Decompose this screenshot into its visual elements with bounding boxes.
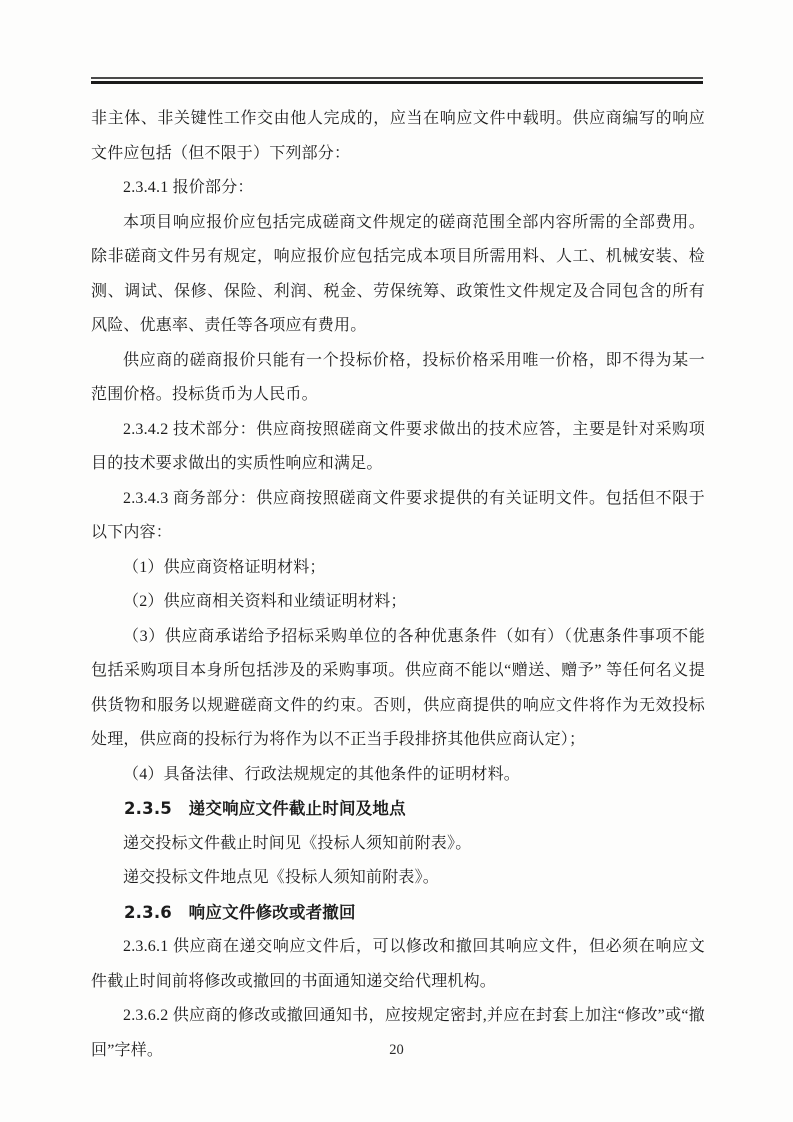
paragraph: 非主体、非关键性工作交由他人完成的，应当在响应文件中载明。供应商编写的响应文件应包括（但不限于）下列部分：: [91, 110, 705, 162]
paragraph: 递交投标文件地点见《投标人须知前附表》。: [123, 869, 440, 886]
section-heading: 2.3.5 递交响应文件截止时间及地点: [124, 799, 406, 818]
paragraph: 供应商的磋商报价只能有一个投标价格，投标价格采用唯一价格，即不得为某一范围价格。投标货币为人民币。: [91, 351, 705, 403]
paragraph: 本项目响应报价应包括完成磋商文件规定的磋商范围全部内容所需的全部费用。除非磋商文件另有规定，响应报价应包括完成本项目所需用料、人工、机械安装、检测、调试、保修、保险、利润、税金、劳保统筹、政策性文件规定及合同包含的所有风险、优惠率、责任等各项应有费用。: [91, 213, 705, 334]
section-heading: 2.3.6 响应文件修改或者撤回: [124, 902, 356, 922]
paragraph: 递交投标文件截止时间见《投标人须知前附表》。: [123, 834, 472, 852]
paragraph: （4）具备法律、行政法规规定的其他条件的证明材料。: [123, 765, 521, 783]
paragraph: 2.3.4.1 报价部分：: [123, 179, 254, 196]
document-body: [91, 102, 705, 1068]
paragraph: 2.3.6.2 供应商的修改或撤回通知书，应按规定密封,并应在封套上加注“修改”或“撤回”字样。: [91, 1007, 705, 1059]
paragraph: 2.3.4.3 商务部分：供应商按照磋商文件要求提供的有关证明文件。包括但不限于以下内容：: [91, 489, 705, 541]
paragraph: 2.3.4.2 技术部分：供应商按照磋商文件要求做出的技术应答，主要是针对采购项目的技术要求做出的实质性响应和满足。: [91, 420, 705, 472]
paragraph: 2.3.6.1 供应商在递交响应文件后，可以修改和撤回其响应文件，但必须在响应文件截止时间前将修改或撤回的书面通知递交给代理机构。: [91, 938, 705, 990]
paragraph: （3）供应商承诺给予招标采购单位的各种优惠条件（如有）（优惠条件事项不能包括采购项目本身所包括涉及的采购事项。供应商不能以“赠送、赠予” 等任何名义提供货物和服务以规避磋商文件的约束。否则，供应商提供的响应文件将作为无效投标处理，供应商的投标行为将作为以不正当手段排挤其他供应商认定）；: [91, 627, 705, 748]
page-number: 20: [389, 1042, 404, 1058]
paragraph: （1）供应商资格证明材料；: [123, 558, 326, 576]
header-rule: [91, 77, 703, 84]
paragraph: （2）供应商相关资料和业绩证明材料；: [123, 593, 407, 610]
